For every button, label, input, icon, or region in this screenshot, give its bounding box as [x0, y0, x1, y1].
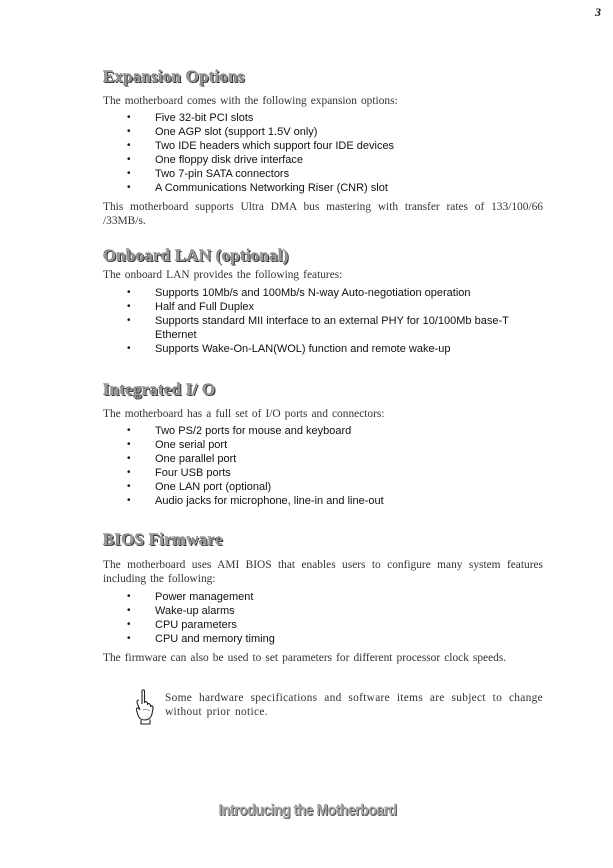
list-item: • One LAN port (optional) [127, 481, 272, 493]
section-expansion-options [103, 67, 543, 228]
section-intro: The motherboard uses AMI BIOS that enables users to configure many system features including the following: [103, 559, 543, 585]
section-intro: The motherboard comes with the following expansion options: [103, 95, 398, 107]
note-box [131, 688, 543, 728]
bullet-list [103, 424, 543, 508]
bullet-icon: • [127, 343, 131, 354]
list-item: • Half and Full Duplex [127, 301, 255, 313]
section-heading: Onboard LAN (optional) [103, 246, 289, 265]
list-item: • Four USB ports [127, 467, 231, 479]
list-item: • Wake-up alarms [127, 605, 235, 617]
bullet-icon: • [127, 182, 131, 193]
page-content [103, 67, 543, 665]
bullet-list [103, 590, 543, 646]
list-item: • Audio jacks for microphone, line-in and line-out [127, 495, 384, 507]
list-item: • Supports standard MII interface to an external PHY for 10/100Mb base-T Ethernet [127, 315, 509, 341]
note-text: Some hardware specifications and software items are subject to change without prior notice. [165, 692, 543, 718]
bullet-icon: • [127, 126, 131, 137]
list-item: • A Communications Networking Riser (CNR) slot [127, 182, 388, 194]
bullet-icon: • [127, 467, 131, 478]
bullet-icon: • [127, 140, 131, 151]
bullet-icon: • [127, 619, 131, 630]
list-item: • CPU and memory timing [127, 633, 275, 645]
bullet-icon: • [127, 495, 131, 506]
page-number: 3 [595, 5, 601, 19]
list-item: • One AGP slot (support 1.5V only) [127, 126, 318, 138]
bullet-icon: • [127, 425, 131, 436]
list-item: • One serial port [127, 439, 228, 451]
section-onboard-lan [103, 246, 543, 356]
section-heading: Integrated I/ O [103, 380, 216, 399]
bullet-list [103, 111, 543, 195]
bullet-icon: • [127, 287, 131, 298]
section-outro: The firmware can also be used to set parameters for different processor clock speeds. [103, 652, 507, 664]
section-intro: The motherboard has a full set of I/O ports and connectors: [103, 408, 385, 420]
section-integrated-io [103, 380, 543, 508]
bullet-icon: • [127, 301, 131, 312]
bullet-icon: • [127, 605, 131, 616]
bullet-icon: • [127, 481, 131, 492]
bullet-icon: • [127, 453, 131, 464]
list-item: • Five 32-bit PCI slots [127, 112, 254, 124]
list-item: • Two PS/2 ports for mouse and keyboard [127, 425, 352, 437]
bullet-icon: • [127, 315, 131, 326]
list-item: • One parallel port [127, 453, 237, 465]
list-item: • Two IDE headers which support four IDE devices [127, 140, 395, 152]
bullet-icon: • [127, 591, 131, 602]
section-bios-firmware [103, 530, 543, 665]
bullet-icon: • [127, 439, 131, 450]
list-item: • Two 7-pin SATA connectors [127, 168, 290, 180]
page-footer: Introducing the Motherboard [218, 802, 397, 819]
section-intro: The onboard LAN provides the following features: [103, 269, 343, 281]
list-item: • CPU parameters [127, 619, 237, 631]
list-item: • Supports 10Mb/s and 100Mb/s N-way Auto-negotiation operation [127, 287, 471, 299]
bullet-icon: • [127, 633, 131, 644]
section-heading: BIOS Firmware [103, 530, 223, 549]
list-item: • One floppy disk drive interface [127, 154, 303, 166]
bullet-icon: • [127, 112, 131, 123]
bullet-icon: • [127, 168, 131, 179]
pointing-hand-icon [131, 688, 159, 726]
section-outro: This motherboard supports Ultra DMA bus mastering with transfer rates of 133/100/66 /33MB/s. [103, 201, 543, 227]
bullet-list [103, 286, 543, 356]
section-heading: Expansion Options [103, 67, 245, 86]
bullet-icon: • [127, 154, 131, 165]
list-item: • Power management [127, 591, 254, 603]
list-item: • Supports Wake-On-LAN(WOL) function and remote wake-up [127, 343, 451, 355]
